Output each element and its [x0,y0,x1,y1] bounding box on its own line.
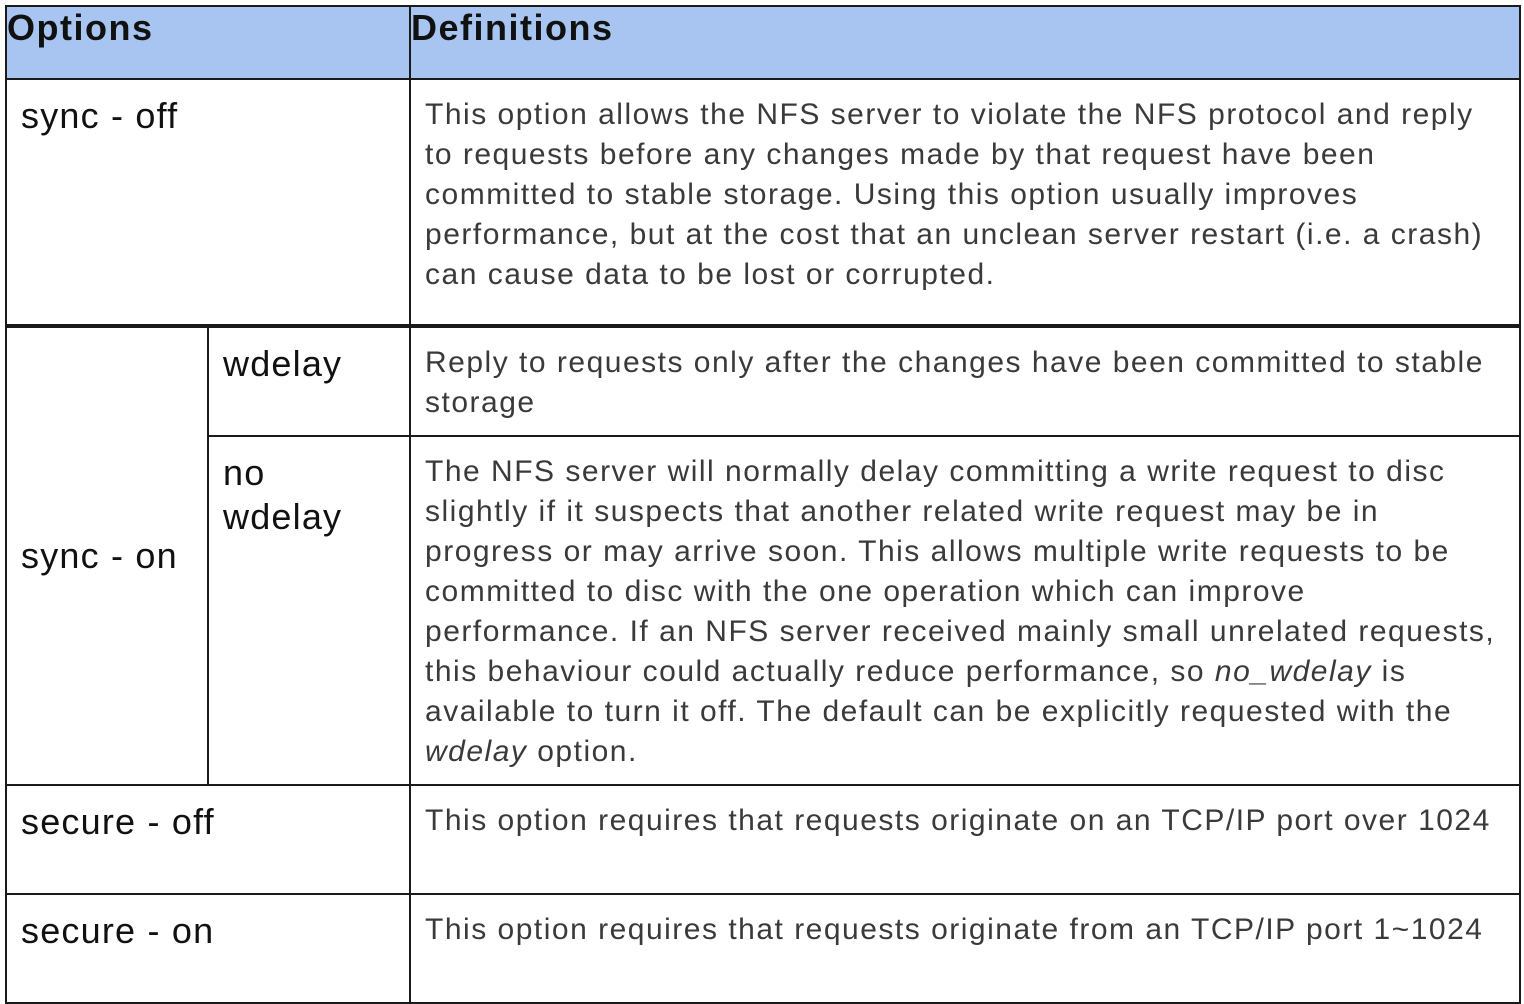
definition-text: The NFS server will normally delay committing a write request to disc slightly if it suspects that another related write request may be in progress or may arrive soon. This allows multiple write requests to be committed to disc with the one operation which can improve performance. If an NFS server received mainly small unrelated requests, this behaviour could actually reduce performance, so [425,455,1496,688]
definition-cell: Reply to requests only after the changes have been committed to stable storage [410,326,1520,436]
definition-cell: This option requires that requests originate from an TCP/IP port 1~1024 [410,894,1520,1003]
definition-cell [410,436,1520,785]
option-cell: secure - off [6,785,410,894]
sub-option-line: wdelay [223,496,343,537]
table-row [6,326,1520,436]
definition-cell: This option requires that requests originate on an TCP/IP port over 1024 [410,785,1520,894]
table-row [6,79,1520,326]
table-row [6,436,1520,785]
definition-text: is available to turn it off. The default can be explicitly requested with the [425,655,1453,728]
option-cell: sync - off [6,79,410,326]
option-cell: secure - on [6,894,410,1003]
definition-emphasis: wdelay [425,735,528,768]
sub-option-line: no [223,452,266,493]
options-header: Options [6,6,410,79]
nfs-options-table [5,5,1521,1004]
definition-text: option. [527,735,638,768]
definition-emphasis: no_wdelay [1214,655,1372,688]
sub-option-cell: wdelay [208,326,410,436]
option-cell: sync - on [6,326,208,785]
sub-option-cell [208,436,410,785]
definitions-header: Definitions [410,6,1520,79]
header-row [6,6,1520,79]
definition-cell: This option allows the NFS server to violate the NFS protocol and reply to requests before any changes made by that request have been committed to stable storage. Using this option usually improves performance, but at the cost that an unclean server restart (i.e. a crash) can cause data to be lost or corrupted. [410,79,1520,326]
table-row [6,894,1520,1003]
table-row [6,785,1520,894]
